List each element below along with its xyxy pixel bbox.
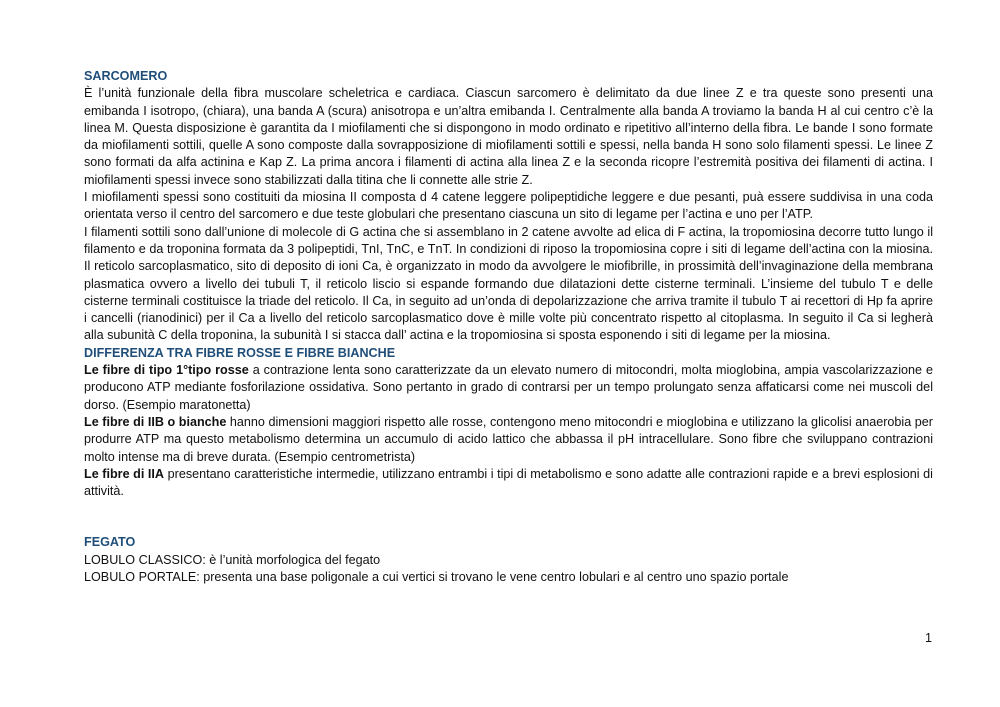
fibre-iib-label: Le fibre di IIB o bianche (84, 414, 227, 429)
paragraph-fibre-iia (84, 466, 933, 501)
fibre-iia-label: Le fibre di IIA (84, 466, 165, 481)
section-heading-differenza-fibre: DIFFERENZA TRA FIBRE ROSSE E FIBRE BIANCHE (84, 345, 396, 360)
fibre-tipo-1-label: Le fibre di tipo 1°tipo rosse (84, 363, 249, 378)
page-number: 1 (924, 631, 932, 645)
section-heading-sarcomero: SARCOMERO (84, 69, 168, 83)
document-page (84, 68, 933, 586)
lobulo-classico-line: LOBULO CLASSICO: è l’unità morfologica del fegato (84, 552, 381, 567)
section-heading-fegato: FEGATO (84, 535, 136, 550)
fibre-iib-text: hanno dimensioni maggiori rispetto alle rosse, contengono meno mitocondri e mioglobina e utilizzano la glicolisi anaerobia per produrre ATP ma questo metabolismo determina un accumulo di acido lattico che abbassa il pH intracellulare. Sono fibre che sviluppano contrazioni molto intense ma di breve durata. (Esempio centrometrista) (84, 414, 933, 464)
fibre-tipo-1-text: a contrazione lenta sono caratterizzate da un elevato numero di mitocondri, molta mioglobina, ampia vascolarizzazione e producono ATP mediante fosforilazione ossidativa. Sono pertanto in grado di contrarsi per un tempo prolungato senza affaticarsi come nei muscoli del dorso. (Esempio maratonetta) (84, 363, 933, 412)
paragraph-filamenti-sottili: I filamenti sottili sono dall’unione di molecole di G actina che si assemblano in 2 catene avvolte ad elica di F actina, la tropomiosina decorre tutto lungo il filamento e da troponina formata da 3 polipeptidi, TnI, TnC, e TnT. In condizioni di riposo la tropomiosina copre i siti di legame dell’actina con la miosina. Il reticolo sarcoplasmatico, sito di deposito di ioni Ca, è organizzato in modo da avvolgere le miofibrille, in prossimità dell’invaginazione della membrana plasmatica ovvero a livello dei tubuli T, il reticolo liscio si espande formando due dilatazioni dette cisterne terminali. L’insieme del tubulo T e delle cisterne terminali costituisce la triade del reticolo. Il Ca, in seguito ad un’onda di depolarizzazione che arriva tramite il tubulo T ai recettori di Hp fa aprire i cancelli (rianodinici) per il Ca a livello del reticolo sarcoplasmatico dove è mille volte più concentrato rispetto al citoplasma. In seguito il Ca si legherà alla subunità C della troponina, la subunità I si stacca dall’ actina e la tropomiosina si sposta esponendo i siti di legame per la miosina. (84, 224, 933, 343)
paragraph-fibre-tipo-1 (84, 362, 933, 414)
lobulo-portale-line: LOBULO PORTALE: presenta una base poligonale a cui vertici si trovano le vene centro lobulari e al centro uno spazio portale (84, 570, 789, 585)
paragraph-miofilamenti-spessi: I miofilamenti spessi sono costituiti da miosina II composta d 4 catene leggere polipeptidiche leggere e due pesanti, puà essere suddivisa in una coda orientata verso il centro del sarcomero e due teste globulari che presentano ciascuna un sito di legame per l’actina e uno per l’ATP. (84, 190, 933, 222)
paragraph-fibre-iib (84, 414, 933, 466)
section-spacer (84, 500, 933, 534)
fibre-iia-text: presentano caratteristiche intermedie, utilizzano entrambi i tipi di metabolismo e sono adatte alle contrazioni rapide e a brevi esplosioni di attività. (84, 466, 933, 499)
paragraph-sarcomero-definition: È l’unità funzionale della fibra muscolare scheletrica e cardiaca. Ciascun sarcomero è delimitato da due linee Z e tra queste sono presenti una emibanda I isotropo, (chiara), una banda A (scura) anisotropa e un’altra emibanda I. Centralmente alla banda A troviamo la banda H al cui centro c’è la linea M. Questa disposizione è garantita da I miofilamenti che si dispongono in modo ordinato e ripetitivo all’interno della fibra. Le bande I sono formate da miofilamenti sottili, quelle A sono composte dalla sovrapposizione di miofilamenti sottili e spessi, nella banda H sono solo filamenti spessi. Le linee Z sono formati da alfa actinina e Kap Z. La prima ancora i filamenti di actina alla linea Z e la seconda ricopre l’estremità positiva dei filamenti di actina. I miofilamenti spessi invece sono stabilizzati dalla titina che li connette alle strie Z. (84, 86, 933, 187)
